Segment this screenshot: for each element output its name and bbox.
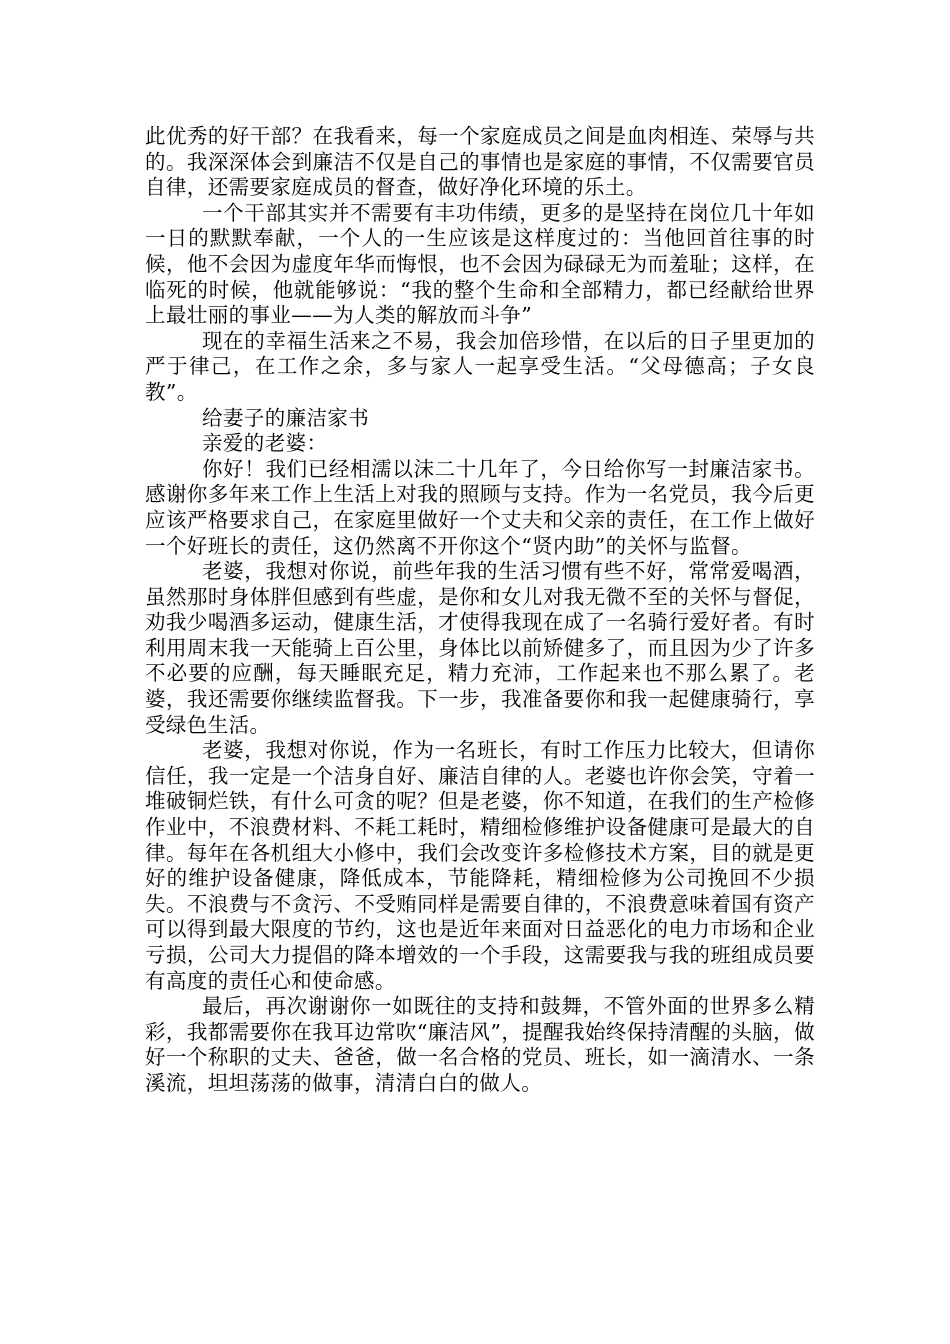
- letter-title: 给妻子的廉洁家书: [202, 405, 370, 430]
- paragraph-closing: 最后，再次谢谢你一如既往的支持和鼓舞，不管外面的世界多么精彩，我都需要你在我耳边常吹“廉洁风”，提醒我始终保持清醒的头脑，做好一个称职的丈夫、爸爸，做一名合格的党员、班长，如一滴清水、一条溪流，坦坦荡荡的做事，清清白白的做人。: [145, 994, 815, 1095]
- paragraph-happy-life: 现在的幸福生活来之不易，我会加倍珍惜，在以后的日子里更加的严于律己，在工作之余，多与家人一起享受生活。“父母德高；子女良教”。: [145, 328, 815, 404]
- paragraph-greeting: 你好！我们已经相濡以沫二十几年了，今日给你写一封廉洁家书。感谢你多年来工作上生活上对我的照顾与支持。作为一名党员，我今后更应该严格要求自己，在家庭里做好一个丈夫和父亲的责任，在工作上做好一个好班长的责任，这仍然离不开你这个“贤内助”的关怀与监督。: [145, 456, 815, 558]
- document-body: [145, 124, 815, 1097]
- paragraph-continuation: 此优秀的好干部？在我看来，每一个家庭成员之间是血肉相连、荣辱与共的。我深深体会到廉洁不仅是自己的事情也是家庭的事情，不仅需要官员自律，还需要家庭成员的督查，做好净化环境的乐土。: [145, 124, 815, 200]
- letter-salutation: 亲爱的老婆：: [202, 431, 328, 456]
- paragraph-work: 老婆，我想对你说，作为一名班长，有时工作压力比较大，但请你信任，我一定是一个洁身自好、廉洁自律的人。老婆也许你会笑，守着一堆破铜烂铁，有什么可贪的呢？但是老婆，你不知道，在我们的生产检修作业中，不浪费材料、不耗工耗时，精细检修维护设备健康可是最大的自律。每年在各机组大小修中，我们会改变许多检修技术方案，目的就是更好的维护设备健康，降低成本，节能降耗，精细检修为公司挽回不少损失。不浪费与不贪污、不受贿同样是需要自律的，不浪费意味着国有资产可以得到最大限度的节约，这也是近年来面对日益恶化的电力市场和企业亏损，公司大力提倡的降本增效的一个手段，这需要我与我的班组成员要有高度的责任心和使命感。: [145, 738, 815, 993]
- paragraph-health: 老婆，我想对你说，前些年我的生活习惯有些不好，常常爱喝酒，虽然那时身体胖但感到有些虚，是你和女儿对我无微不至的关怀与督促，劝我少喝酒多运动，健康生活，才使得我现在成了一名骑行爱好者。有时利用周末我一天能骑上百公里，身体比以前矫健多了，而且因为少了许多不必要的应酬，每天睡眠充足，精力充沛，工作起来也不那么累了。老婆，我还需要你继续监督我。下一步，我准备要你和我一起健康骑行，享受绿色生活。: [145, 559, 815, 737]
- paragraph-cadre: 一个干部其实并不需要有丰功伟绩，更多的是坚持在岗位几十年如一日的默默奉献，一个人的一生应该是这样度过的：当他回首往事的时候，他不会因为虚度年华而悔恨，也不会因为碌碌无为而羞耻；这样，在临死的时候，他就能够说：“我的整个生命和全部精力，都已经献给世界上最壮丽的事业——为人类的解放而斗争”: [145, 200, 815, 328]
